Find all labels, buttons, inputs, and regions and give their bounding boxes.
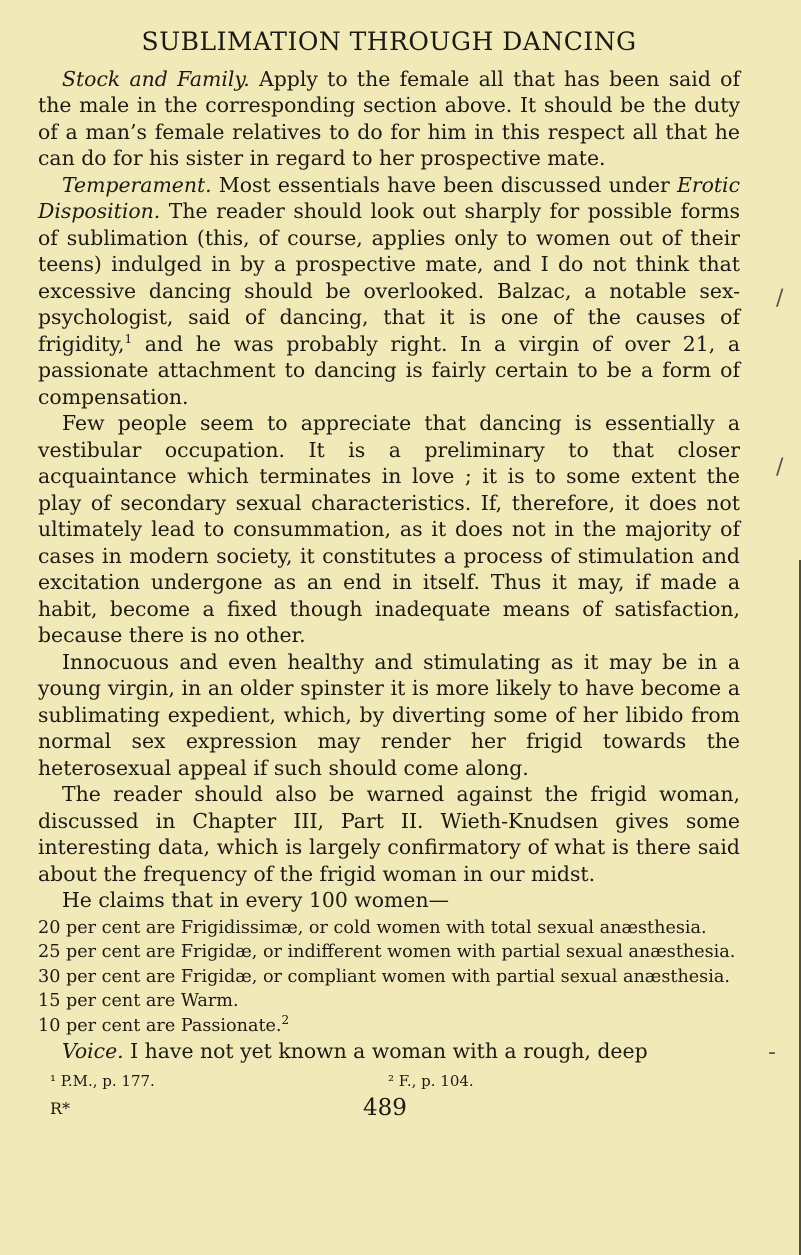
list-item — [38, 1014, 740, 1039]
footnote-1: ¹ P.M., p. 177. — [50, 1071, 155, 1090]
section-lead-stock-and-family: Stock and Family. — [62, 66, 250, 91]
margin-pencil-mark: - — [768, 1040, 776, 1065]
list-item: 25 per cent are Frigidæ, or indifferent women with partial sexual anæsthesia. — [38, 942, 736, 963]
paragraph-text: Most essentials have been discussed under — [211, 172, 677, 197]
paragraph-text: and he was probably right. In a virgin of over 21, a passionate attachment to dancing is fairly certain to be a form of compensation. — [38, 331, 740, 409]
paragraph-voice — [38, 1038, 740, 1065]
footnotes — [38, 1071, 740, 1091]
footnote-marker-1: 1 — [124, 331, 133, 346]
margin-pencil-mark: / — [776, 455, 784, 480]
paragraph-temperament — [38, 172, 740, 411]
page-footer — [38, 1095, 740, 1135]
margin-pencil-mark: / — [776, 286, 784, 311]
paragraph-frigid-woman: The reader should also be warned against the frigid woman, discussed in Chapter III, Part II. Wieth-Knudsen gives some interesting data, which is largely confirmatory of what is there said about the frequency of the frigid woman in our midst. — [38, 782, 740, 886]
paragraph-stock-and-family — [38, 66, 740, 172]
statistics-list — [38, 916, 740, 1039]
signature-mark: R* — [50, 1098, 71, 1118]
list-item: 30 per cent are Frigidæ, or compliant women with partial sexual anæsthesia. — [38, 966, 730, 987]
section-lead-voice: Voice. — [62, 1039, 124, 1064]
paragraph-text: I have not yet known a woman with a rough, deep — [123, 1039, 648, 1064]
list-item-text: 10 per cent are Passionate. — [38, 1015, 282, 1036]
running-head: SUBLIMATION THROUGH DANCING — [141, 27, 637, 56]
paragraph-innocuous: Innocuous and even healthy and stimulating as it may be in a young virgin, in an older spinster it is more likely to have become a sublimating expedient, which, by diverting some of her libido from normal sex expression may render her frigid towards the heterosexual appeal if such should come along. — [38, 649, 740, 780]
page-number: 489 — [363, 1094, 407, 1121]
book-page — [38, 28, 740, 1135]
list-item: 15 per cent are Warm. — [38, 991, 239, 1012]
list-item: 20 per cent are Frigidissimæ, or cold women with total sexual anæsthesia. — [38, 917, 707, 938]
paragraph-text: Apply to the female all that has been said of the male in the corresponding section above. It should be the duty of a man’s female relatives to do for him in this respect all that he can do for his sister in regard to her prospective mate. — [38, 66, 740, 170]
footnote-2: ² F., p. 104. — [388, 1071, 474, 1090]
section-lead-temperament: Temperament. — [62, 172, 212, 197]
cross-reference: Erotic Disposition. — [38, 172, 740, 223]
paragraph-vestibular: Few people seem to appreciate that dancing is essentially a vestibular occupation. It is a preliminary to that closer acquaintance which terminates in love ; it is to some extent the play of secondary sexual characteristics. If, therefore, it does not ultimately lead to consummation, as it does not in the majority of cases in modern society, it constitutes a process of stimulation and excitation undergone as an end in itself. Thus it may, if made a habit, become a fixed though inadequate means of satisfaction, because there is no other. — [38, 411, 740, 647]
paragraph-claims: He claims that in every 100 women— — [62, 888, 449, 912]
footnote-marker-2: 2 — [281, 1013, 290, 1028]
paragraph-text: The reader should look out sharply for possible forms of sublimation (this, of course, applies only to women out of their teens) indulged in by a prospective mate, and I do not think that excessive dancing should be overlooked. Balzac, a notable sex-psychologist, said of dancing, that it is one of the causes of frigidity, — [38, 199, 740, 356]
